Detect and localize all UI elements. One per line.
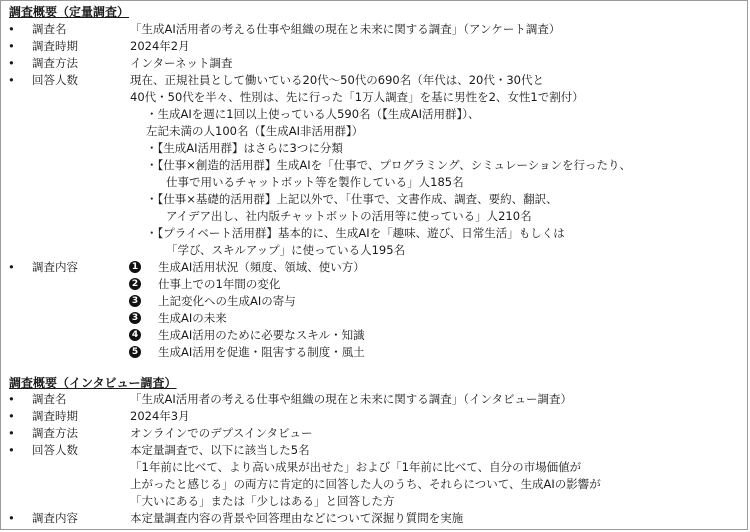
number-1-icon: 1 [129,261,141,273]
number-5-icon: 5 [129,346,141,358]
quant-heading: 調査概要（定量調査） [9,5,130,19]
bullet-icon: • [8,39,15,53]
quant-row-title [1,21,748,38]
bullet-icon: • [8,392,15,406]
row-label: 調査方法 [32,56,78,70]
bullet-icon: • [8,22,15,36]
content-item [129,276,281,293]
respondents-line: ・【生成AI活用群】はさらに3つに分類 [146,141,343,155]
content-item [129,259,365,276]
qual-row-respondents [1,442,748,459]
respondents-line: 「1年前に比べて、より高い成果が出せた」および「1年前に比べて、自分の市場価値が [130,460,582,474]
row-value: 本定量調査で、以下に該当した5名 [130,443,310,457]
row-label: 調査名 [32,22,67,36]
respondents-line: 40代・50代を半々、性別は、先に行った「1万人調査」を基に男性を2、女性1で割付） [130,90,584,104]
respondents-line: 上がったと感じる」の両方に肯定的に回答した人のうち、それらについて、生成AIの影響が [130,477,601,491]
row-label: 調査時期 [32,39,78,53]
row-value: 本定量調査内容の背景や回答理由などについて深掘り質問を実施 [130,511,464,525]
respondents-line: アイデア出し、社内版チャットボットの活用等に使っている」人210名 [166,209,532,223]
content-item-text: 生成AIの未来 [158,311,227,325]
bullet-icon: • [8,409,15,423]
qual-heading: 調査概要（インタビュー調査） [9,376,177,390]
bullet-icon: • [8,260,15,274]
respondents-line: ・【仕事×創造的活用群】生成AIを「仕事で、プログラミング、シミュレーションを行ったり、 [146,158,632,172]
content-item-text: 上記変化への生成AIの寄与 [158,294,296,308]
quant-row-respondents [1,72,748,89]
number-3-icon: 3 [129,312,141,324]
qual-row-period [1,408,748,425]
bullet-icon: • [8,56,15,70]
quant-row-content [1,259,748,276]
bullet-icon: • [8,73,15,87]
bullet-icon: • [8,511,15,525]
row-label: 調査内容 [32,260,78,274]
content-item-text: 生成AI活用のために必要なスキル・知識 [158,328,365,342]
respondents-line: 「大いにある」または「少しはある」と回答した方 [130,494,395,508]
quant-row-period [1,38,748,55]
row-value: 現在、正規社員として働いている20代〜50代の690名（年代は、20代・30代と [130,73,544,87]
respondents-line: 左記未満の人100名（【生成AI非活用群】） [146,124,364,138]
row-value: オンラインでのデプスインタビュー [130,426,313,440]
qual-row-method [1,425,748,442]
row-value: 2024年2月 [130,39,190,53]
number-2-icon: 2 [129,278,141,290]
qual-row-title [1,391,748,408]
content-item-text: 生成AI活用状況（頻度、領域、使い方） [158,260,365,274]
bullet-icon: • [8,443,15,457]
content-item [129,327,365,344]
row-label: 調査名 [32,392,67,406]
content-item [129,344,365,361]
row-label: 調査方法 [32,426,78,440]
respondents-line: 「学び、スキルアップ」に使っている人195名 [166,243,406,257]
number-3-icon: 3 [129,295,141,307]
row-label: 回答人数 [32,73,78,87]
quant-row-method [1,55,748,72]
row-value: 「生成AI活用者の考える仕事や組織の現在と未来に関する調査」（インタビュー調査） [130,392,573,406]
number-4-icon: 4 [129,329,141,341]
row-value: 「生成AI活用者の考える仕事や組織の現在と未来に関する調査」（アンケート調査） [130,22,561,36]
row-label: 調査内容 [32,511,78,525]
respondents-line: 仕事で用いるチャットボット等を製作している」人185名 [166,175,464,189]
row-label: 回答人数 [32,443,78,457]
bullet-icon: • [8,426,15,440]
content-item [129,293,296,310]
content-item-text: 生成AI活用を促進・阻害する制度・風土 [158,345,365,359]
content-item [129,310,227,327]
row-value: 2024年3月 [130,409,190,423]
respondents-line: ・【仕事×基礎的活用群】上記以外で、「仕事で、文書作成、調査、要約、翻訳、 [146,192,558,206]
row-value: インターネット調査 [130,56,233,70]
content-item-text: 仕事上での1年間の変化 [158,277,281,291]
respondents-line: ・生成AIを週に1回以上使っている人590名（【生成AI活用群】）、 [146,107,480,121]
respondents-line: ・【プライベート活用群】基本的に、生成AIを「趣味、遊び、日常生活」もしくは [146,226,565,240]
row-label: 調査時期 [32,409,78,423]
qual-row-content [1,510,748,527]
